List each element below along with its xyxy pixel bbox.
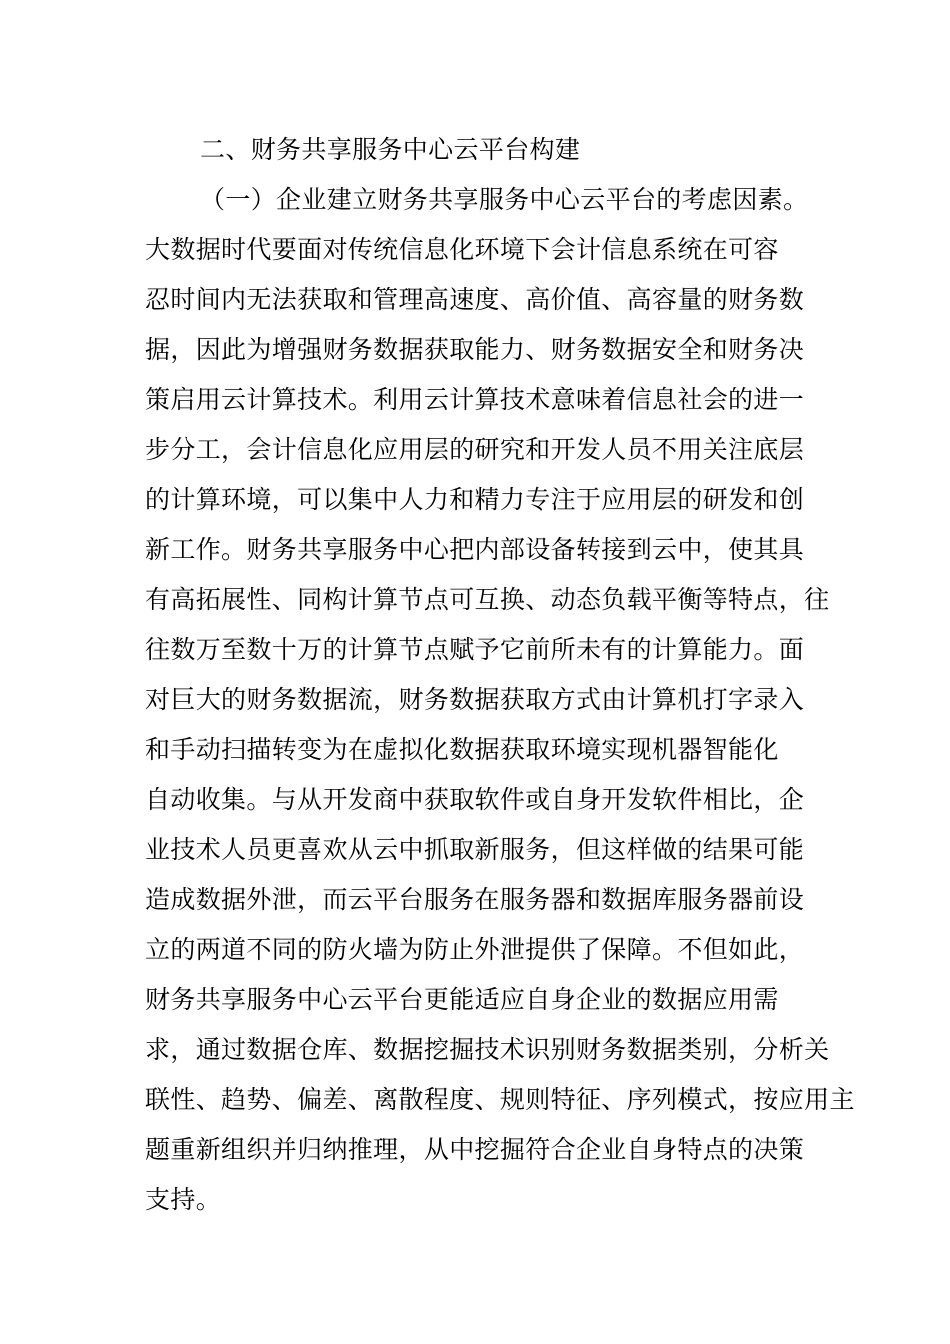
paragraph-line: 新工作。财务共享服务中心把内部设备转接到云中，使其具 [145,535,805,564]
paragraph-line: 业技术人员更喜欢从云中抓取新服务，但这样做的结果可能 [145,835,805,864]
paragraph-line: 立的两道不同的防火墙为防止外泄提供了保障。不但如此， [145,935,805,964]
paragraph-line: 财务共享服务中心云平台更能适应自身企业的数据应用需 [145,985,779,1014]
paragraph-line: 步分工，会计信息化应用层的研究和开发人员不用关注底层 [145,435,805,464]
paragraph-line: 据，因此为增强财务数据获取能力、财务数据安全和财务决 [145,335,805,364]
paragraph-line: 造成数据外泄，而云平台服务在服务器和数据库服务器前设 [145,885,805,914]
paragraph-line: 往数万至数十万的计算节点赋予它前所未有的计算能力。面 [145,635,805,664]
subsection-heading: （一）企业建立财务共享服务中心云平台的考虑因素。 [200,185,809,214]
paragraph-line: 和手动扫描转变为在虚拟化数据获取环境实现机器智能化 [145,735,779,764]
paragraph-line: 对巨大的财务数据流，财务数据获取方式由计算机打字录入 [145,685,805,714]
paragraph-line: 自动收集。与从开发商中获取软件或自身开发软件相比，企 [145,785,805,814]
paragraph-line: 大数据时代要面对传统信息化环境下会计信息系统在可容 [145,235,779,264]
paragraph-line: 支持。 [145,1185,222,1214]
paragraph-line: 题重新组织并归纳推理，从中挖掘符合企业自身特点的决策 [145,1135,805,1164]
paragraph-line: 策启用云计算技术。利用云计算技术意味着信息社会的进一 [145,385,805,414]
section-heading: 二、财务共享服务中心云平台构建 [200,135,581,164]
paragraph-line: 联性、趋势、偏差、离散程度、规则特征、序列模式，按应用主 [145,1085,855,1114]
paragraph-line: 有高拓展性、同构计算节点可互换、动态负载平衡等特点，往 [145,585,830,614]
paragraph-line: 的计算环境，可以集中人力和精力专注于应用层的研发和创 [145,485,805,514]
paragraph-line: 求，通过数据仓库、数据挖掘技术识别财务数据类别，分析关 [145,1035,830,1064]
paragraph-line: 忍时间内无法获取和管理高速度、高价值、高容量的财务数 [145,285,805,314]
